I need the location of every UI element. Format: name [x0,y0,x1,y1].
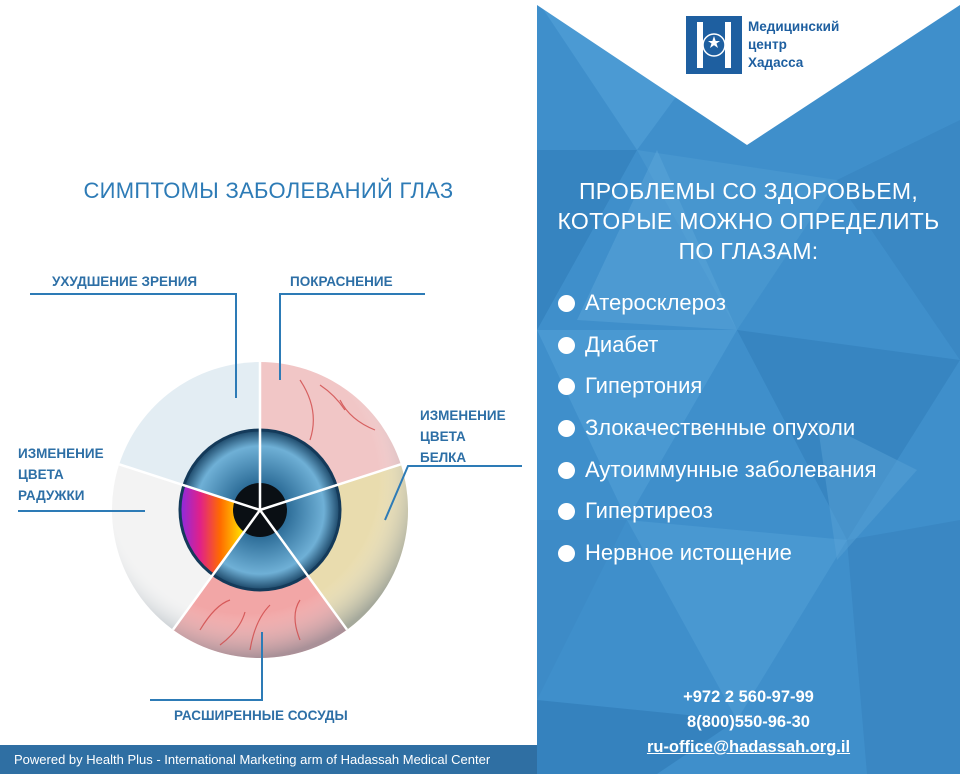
right-title [537,176,960,266]
footer-credit: Powered by Health Plus - International Marketing arm of Hadassah Medical Center [0,745,537,774]
contacts-block [537,685,960,760]
logo-line3: Хадасса [748,55,804,70]
label-white-line3: БЕЛКА [420,450,467,465]
label-iris-line3: РАДУЖКИ [18,488,85,503]
bullet-dot-icon [558,378,575,395]
logo-text [748,18,858,72]
hadassah-logo-icon [686,16,742,74]
left-title: СИМПТОМЫ ЗАБОЛЕВАНИЙ ГЛАЗ [83,178,454,203]
list-item: Гипертиреоз [558,494,877,536]
bullet-dot-icon [558,545,575,562]
label-redness: ПОКРАСНЕНИЕ [290,274,393,289]
list-item: Атеросклероз [558,286,877,328]
list-item: Нервное истощение [558,536,877,578]
phone-1[interactable]: +972 2 560-97-99 [683,688,814,706]
label-vision-loss: УХУДШЕНИЕ ЗРЕНИЯ [52,274,198,289]
label-dilated-vessels: РАСШИРЕННЫЕ СОСУДЫ [174,708,348,723]
bullet-dot-icon [558,295,575,312]
logo-line1: Медицинский [748,19,840,34]
right-title-line3: ПО ГЛАЗАМ: [678,238,819,264]
right-title-line2: КОТОРЫЕ МОЖНО ОПРЕДЕЛИТЬ [557,208,940,234]
conditions-list [558,286,877,578]
email-link[interactable]: ru-office@hadassah.org.il [646,738,851,756]
label-iris-line1: ИЗМЕНЕНИЕ [18,446,104,461]
label-white-line1: ИЗМЕНЕНИЕ [420,408,506,423]
label-iris-color [18,443,104,506]
list-item: Аутоиммунные заболевания [558,453,877,495]
label-white-line2: ЦВЕТА [420,429,466,444]
list-item: Диабет [558,328,877,370]
bullet-dot-icon [558,503,575,520]
label-iris-line2: ЦВЕТА [18,467,64,482]
list-item: Злокачественные опухоли [558,411,877,453]
list-item: Гипертония [558,369,877,411]
bullet-dot-icon [558,462,575,479]
bullet-dot-icon [558,420,575,437]
logo-line2: центр [748,37,787,52]
label-white-color [420,405,506,468]
phone-2[interactable]: 8(800)550-96-30 [687,713,810,731]
right-title-line1: ПРОБЛЕМЫ СО ЗДОРОВЬЕМ, [578,178,919,204]
bullet-dot-icon [558,337,575,354]
